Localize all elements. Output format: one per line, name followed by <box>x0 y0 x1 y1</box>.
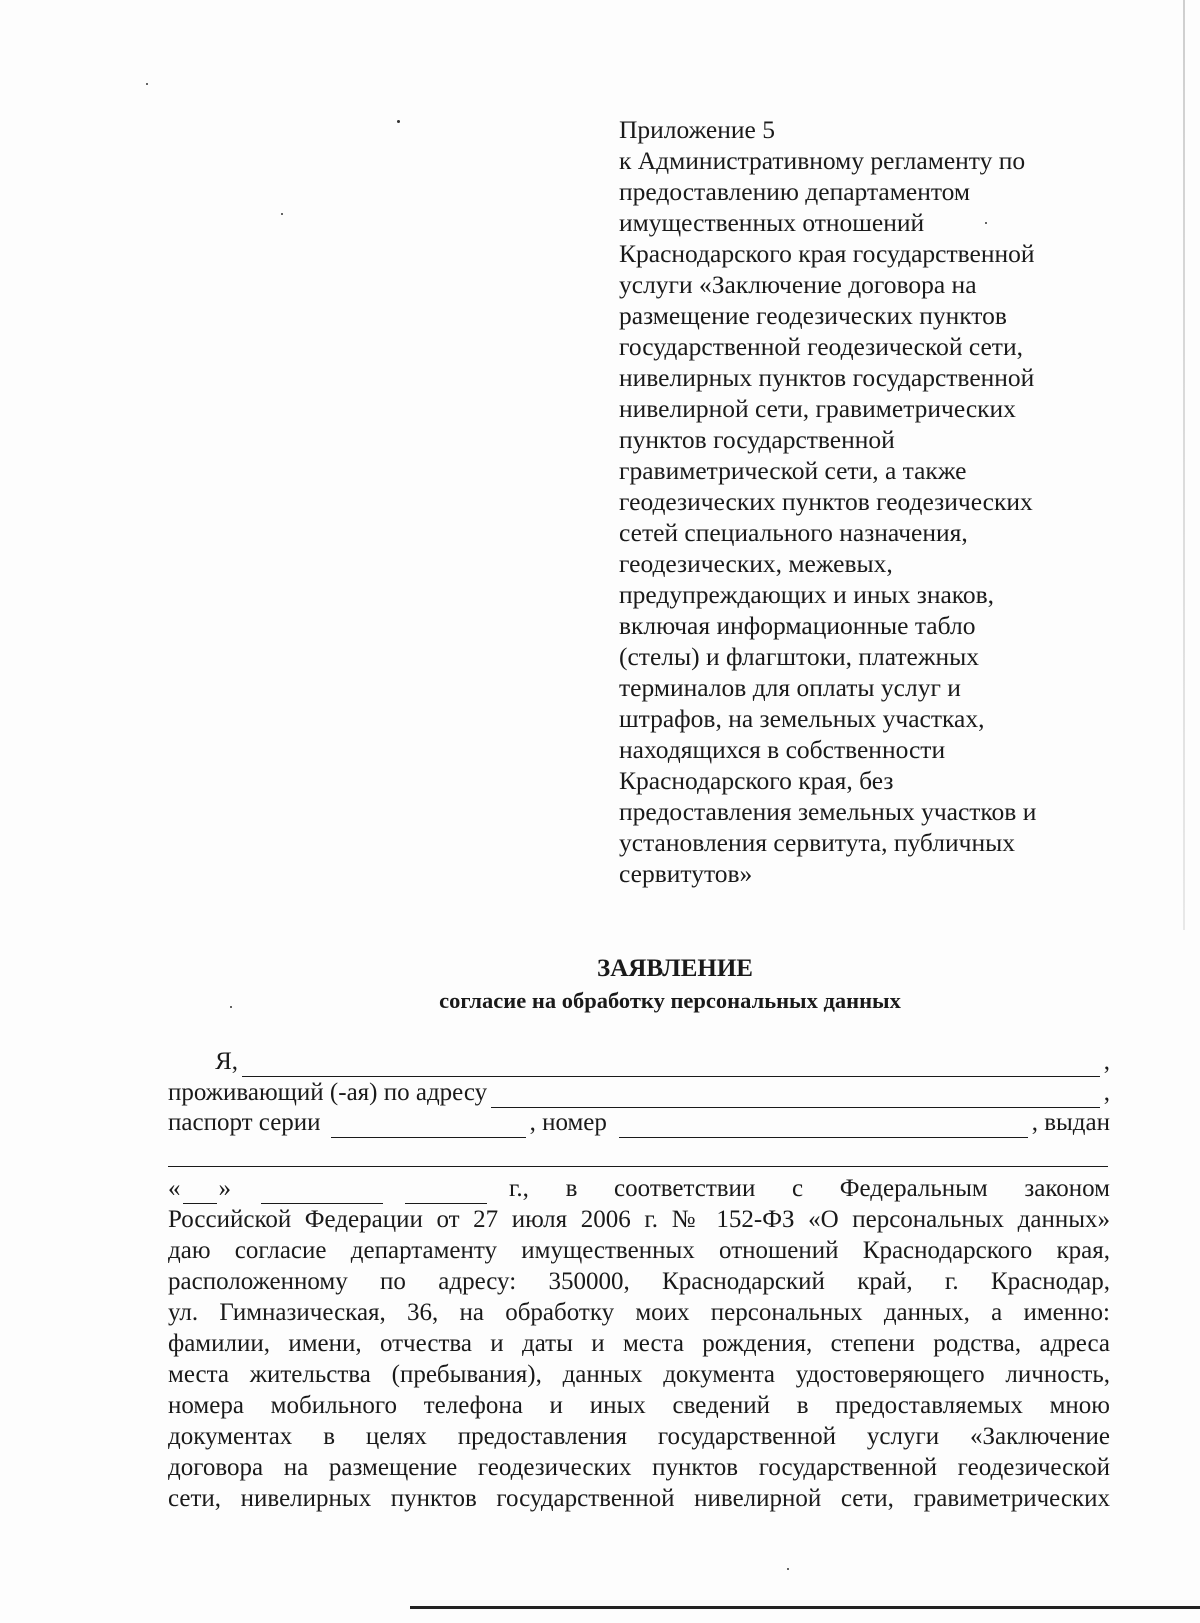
paragraph-line: даю согласие департаменту имущественных отношений Краснодарского края, <box>168 1237 1110 1264</box>
issue-year-field[interactable] <box>405 1181 487 1204</box>
appendix-line: предоставления земельных участков и <box>619 797 1037 826</box>
paragraph-line: ул. Гимназическая, 36, на обработку моих персональных данных, а именно: <box>168 1299 1110 1326</box>
issue-month-field[interactable] <box>261 1181 383 1204</box>
passport-row <box>168 1108 1110 1138</box>
passport-issued-label: , выдан <box>1031 1109 1110 1136</box>
full-name-field[interactable] <box>242 1054 1100 1077</box>
paragraph-line: номера мобильного телефона и иных сведений в предоставляемых мною <box>168 1392 1110 1419</box>
document-subtitle: согласие на обработку персональных данных <box>439 988 901 1013</box>
scan-speck <box>146 83 148 85</box>
appendix-line: к Административному регламенту по <box>619 146 1026 175</box>
address-row-comma: , <box>1103 1079 1110 1106</box>
passport-series-label: паспорт серии <box>168 1109 321 1136</box>
scan-speck <box>787 1568 789 1570</box>
appendix-line: гравиметрической сети, а также <box>619 456 967 485</box>
scan-edge-shadow <box>1183 0 1185 930</box>
appendix-line: предупреждающих и иных знаков, <box>619 580 995 609</box>
paragraph-line: документах в целях предоставления государственной услуги «Заключение <box>168 1423 1110 1450</box>
issued-by-field[interactable] <box>168 1166 1108 1167</box>
appendix-line: штрафов, на земельных участках, <box>619 704 985 733</box>
name-label: Я, <box>215 1048 238 1075</box>
paragraph-line: места жительства (пребывания), данных документа удостоверяющего личность, <box>168 1361 1110 1388</box>
appendix-line: пунктов государственной <box>619 425 895 454</box>
paragraph-line: расположенному по адресу: 350000, Краснодарский край, г. Краснодар, <box>168 1268 1110 1295</box>
appendix-line: находящихся в собственности <box>619 735 946 764</box>
appendix-line: геодезических пунктов геодезических <box>619 487 1033 516</box>
issue-date-line <box>168 1173 1110 1204</box>
appendix-line: предоставлению департаментом <box>619 177 971 206</box>
address-label: проживающий (-ая) по адресу <box>168 1079 488 1106</box>
appendix-line: сервитутов» <box>619 859 753 888</box>
date-open-quote: « <box>168 1175 181 1202</box>
appendix-line: (стелы) и флагштоки, платежных <box>619 642 980 671</box>
appendix-line: имущественных отношений <box>619 208 925 237</box>
name-row-comma: , <box>1103 1048 1110 1075</box>
appendix-line: включая информационные табло <box>619 611 976 640</box>
issue-day-field[interactable] <box>183 1181 217 1204</box>
address-field[interactable] <box>491 1085 1100 1108</box>
paragraph-line: Российской Федерации от 27 июля 2006 г. № 152-ФЗ «О персональных данных» <box>168 1206 1110 1233</box>
appendix-line: услуги «Заключение договора на <box>619 270 977 299</box>
passport-number-label: , номер <box>529 1109 607 1136</box>
scan-bottom-edge <box>410 1606 1200 1609</box>
appendix-line: Краснодарского края государственной <box>619 239 1035 268</box>
address-row <box>168 1078 1110 1108</box>
document-title: ЗАЯВЛЕНИЕ <box>597 955 753 982</box>
paragraph-line: фамилии, имени, отчества и даты и места рождения, степени родства, адреса <box>168 1330 1110 1357</box>
consent-paragraph <box>168 1173 1110 1514</box>
paragraph-line: сети, нивелирных пунктов государственной нивелирной сети, гравиметрических <box>168 1485 1110 1512</box>
appendix-line: нивелирной сети, гравиметрических <box>619 394 1016 423</box>
scan-speck <box>281 213 283 215</box>
appendix-line: сетей специального назначения, <box>619 518 968 547</box>
appendix-line: Краснодарского края, без <box>619 766 894 795</box>
scan-speck <box>397 120 400 123</box>
name-row <box>168 1047 1110 1077</box>
date-close-quote: » <box>218 1175 231 1202</box>
appendix-line: установления сервитута, публичных <box>619 828 1015 857</box>
passport-series-field[interactable] <box>331 1115 526 1138</box>
appendix-line: геодезических, межевых, <box>619 549 893 578</box>
appendix-line: нивелирных пунктов государственной <box>619 363 1035 392</box>
appendix-line: государственной геодезической сети, <box>619 332 1023 361</box>
appendix-header <box>619 114 1099 889</box>
passport-number-field[interactable] <box>619 1115 1028 1138</box>
date-line-text: г., в соответствии с Федеральным законом <box>509 1175 1110 1202</box>
paragraph-line: договора на размещение геодезических пунктов государственной геодезической <box>168 1454 1110 1481</box>
appendix-line: терминалов для оплаты услуг и <box>619 673 961 702</box>
appendix-line: размещение геодезических пунктов <box>619 301 1007 330</box>
appendix-line: Приложение 5 <box>619 115 775 144</box>
